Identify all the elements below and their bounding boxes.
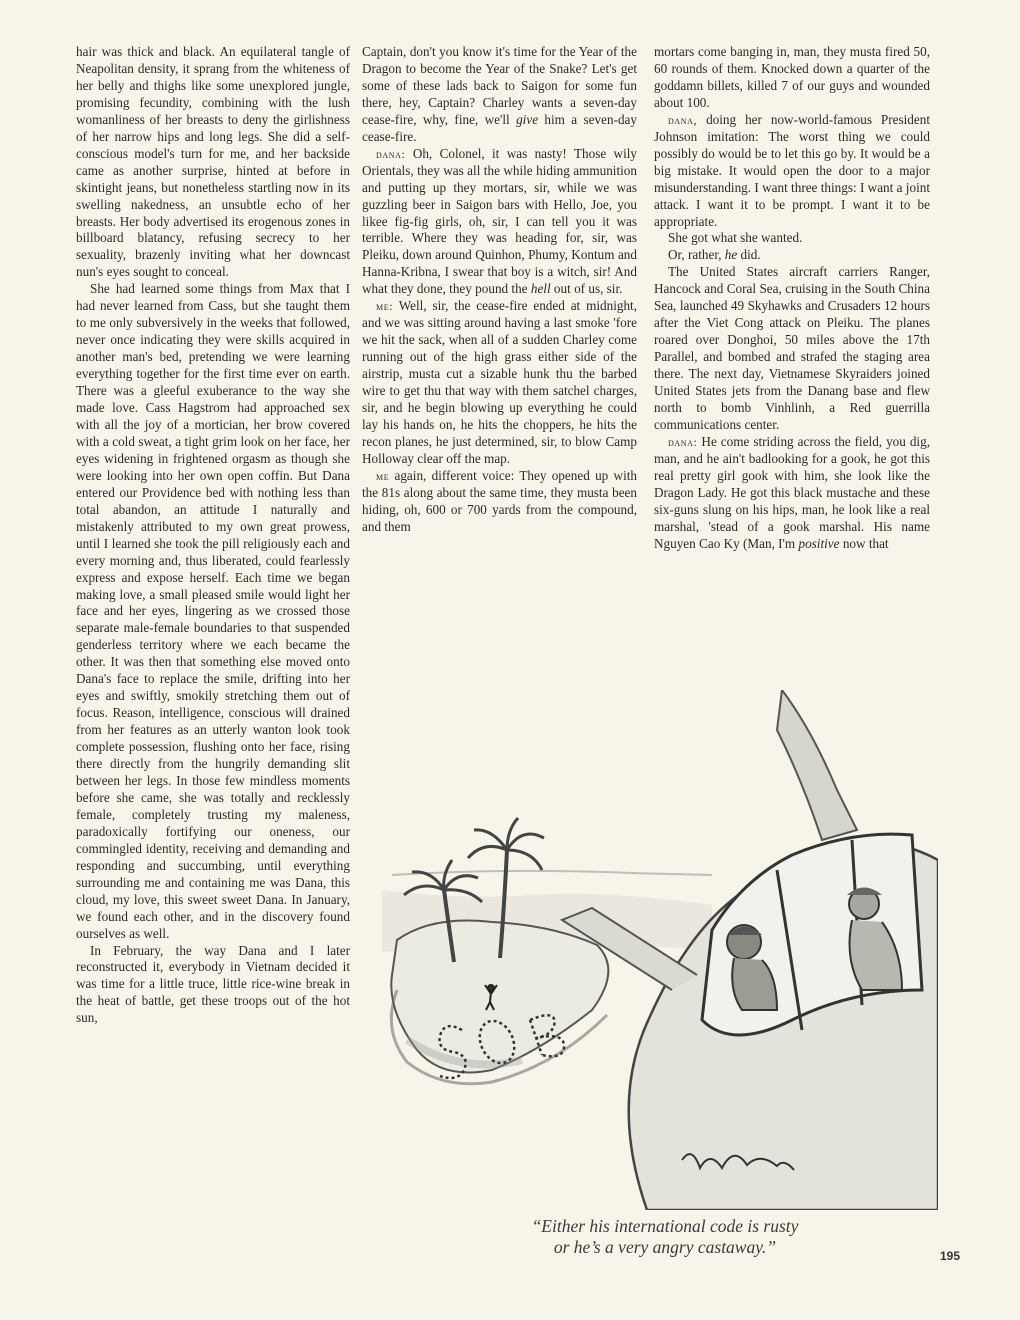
text-column-2 bbox=[362, 44, 637, 536]
paragraph: dana: Oh, Colonel, it was nasty! Those wily Orientals, they was all the while hiding ammunition and putting up they mortars, sir, while we was guzzling beer in Saigon bars with Hello, Joe, you likee fig-fig girls, oh, sir, I can tell you it was terrible. Where they was heading for, sir, was Pleiku, down around Quinhon, Phumy, Kontum and Hanna-Kribna, I swear that boy is a witch, sir! And what they done, they pound the hell out of us, sir. bbox=[362, 145, 637, 297]
speaker-label: dana, bbox=[668, 112, 698, 127]
text-column-1 bbox=[76, 44, 350, 1027]
paragraph: She got what she wanted. bbox=[668, 230, 803, 246]
caption-line: “Either his international code is rusty bbox=[531, 1216, 799, 1236]
speaker-label: me bbox=[376, 468, 390, 483]
paragraph: Or, rather, he did. bbox=[668, 247, 761, 263]
speaker-label: dana: bbox=[376, 146, 406, 161]
paragraph: The United States aircraft carriers Ranger, Hancock and Coral Sea, cruising in the South China Sea, launched 49 Skyhawks and Crusaders 12 hours after the Viet Cong attack on Pleiku. The planes roared over Donghoi, 50 miles above the 17th Parallel, and bombed and strafed the staging area there. The next day, Vietnamese Skyraiders joined United States jets from the Danang base and flew north to bomb Vinhlinh, a Red guerrilla communications center. bbox=[654, 264, 930, 432]
paragraph: dana: He come striding across the field, you dig, man, and he ain't badlooking for a gook, he got this real pretty girl gook with him, she look like the Dragon Lady. He got this black mustache and these six-guns slung on his hips, man, he look like a real marshal, 'stead of a gook marshal. His name Nguyen Cao Ky (Man, I'm positive now that bbox=[654, 433, 930, 551]
paragraph: hair was thick and black. An equilateral tangle of Neapolitan density, it sprang from the whiteness of her belly and thighs like some unexplored jungle, promising fecundity, combining with the lush womanliness of her breasts to deny the girlishness of her narrow hips and long legs. She did a self-conscious model's turn for me, and her backside came as another surprise, hinted at before in skintight jeans, but nonetheless startling now in its swelling nakedness, an unsubtle echo of her breasts. Her body advertised its erogenous zones in billboard blatancy, refusing secrecy to her sexuality, brazenly inviting what her downcast nun's eyes sought to conceal. bbox=[76, 44, 350, 280]
speaker-label: dana: bbox=[668, 434, 698, 449]
text-column-3 bbox=[654, 44, 930, 553]
paragraph: dana, doing her now-world-famous President Johnson imitation: The worst thing we could possibly do would be to let this go by. It would be a big mistake. It would open the door to a major misunderstanding. I want three things: I want a joint attack. I want it to be prompt. I want it to be appropriate. bbox=[654, 111, 930, 229]
cartoon-caption bbox=[440, 1216, 890, 1258]
paragraph: mortars come banging in, man, they musta fired 50, 60 rounds of them. Knocked down a quarter of the goddamn billets, killed 7 of our guys and wounded about 100. bbox=[654, 44, 930, 110]
caption-line: or he’s a very angry castaway.” bbox=[553, 1237, 777, 1257]
paragraph: me: Well, sir, the cease-fire ended at midnight, and we was sitting around having a last smoke 'fore we hit the sack, when all of a sudden Charley come running out of the high grass either side of the airstrip, musta cut a sizable hunk thu the barbed wire to get thu that way with them satchel charges, sir, and he begin blowing up everything he could lay his hands on, he hits the choppers, he hits the recon planes, he just determined, sir, to blow Camp Holloway clear off the map. bbox=[362, 298, 637, 466]
airplane bbox=[562, 690, 938, 1210]
paragraph: She had learned some things from Max that I had never learned from Cass, but she taught them to me only subversively in the weeks that followed, never once indicating they were skills acquired in another man's bed, pretending we were learning everything together for the first time ever on earth. There was a gleeful exuberance to the way she made love. Cass Hagstrom had approached sex with all the joy of a mortician, her brow covered with a cold sweat, a tight grim look on her face, her eyes widening in frightened orgasm as though she were looking into her own open coffin. But Dana entered our Providence bed with nothing less than total abandon, an attitude I naturally and mistakenly attributed to my own great prowess, until I learned she took the pill religiously each and every morning and, thus liberated, could fearlessly express and expose herself. Each time we began making love, a small pleased smile would light her face and her eyes, lingering as we crossed those separate male-female boundaries to that suspended genderless territory where we each became the other. It was then that something else moved onto Dana's face to replace the smile, drifting into her eyes and swiftly, smokily stretching them out of focus. Reason, intelligence, conscious will drained from her features as an utterly wanton look took complete possession, flushing onto her face, rising there directly from the hungrily demanding slit between her legs. In those few mindless moments before she came, she was totally and recklessly female, completely trusting my maleness, paradoxically fortifying our oneness, our commingled identity, receiving and demanding and responding and succumbing, until everything surrounding me and containing me was Dana, this cloud, my love, this sweet sweet Dana. In January, we found each other, and in the discovery found ourselves as well. bbox=[76, 281, 350, 941]
paragraph: Captain, don't you know it's time for the Year of the Dragon to become the Year of the Snake? Let's get some of these lads back to Saigon for some fun there, hey, Captain? Charley wants a seven-day cease-fire, why, fine, we'll give him a seven-day cease-fire. bbox=[362, 44, 637, 144]
paragraph: me again, different voice: They opened up with the 81s along about the same time, they musta been hiding, oh, 600 or 700 yards from the compound, and them bbox=[362, 467, 637, 534]
speaker-label: me: bbox=[376, 299, 394, 314]
page-number: 195 bbox=[940, 1249, 961, 1263]
sand-letters: SOB bbox=[478, 1099, 480, 1100]
cartoon-illustration bbox=[382, 690, 938, 1210]
paragraph: In February, the way Dana and I later reconstructed it, everybody in Vietnam decided it was time for a little truce, little rice-wine break in the heat of battle, get these troops out of the hot sun, bbox=[76, 942, 350, 1026]
